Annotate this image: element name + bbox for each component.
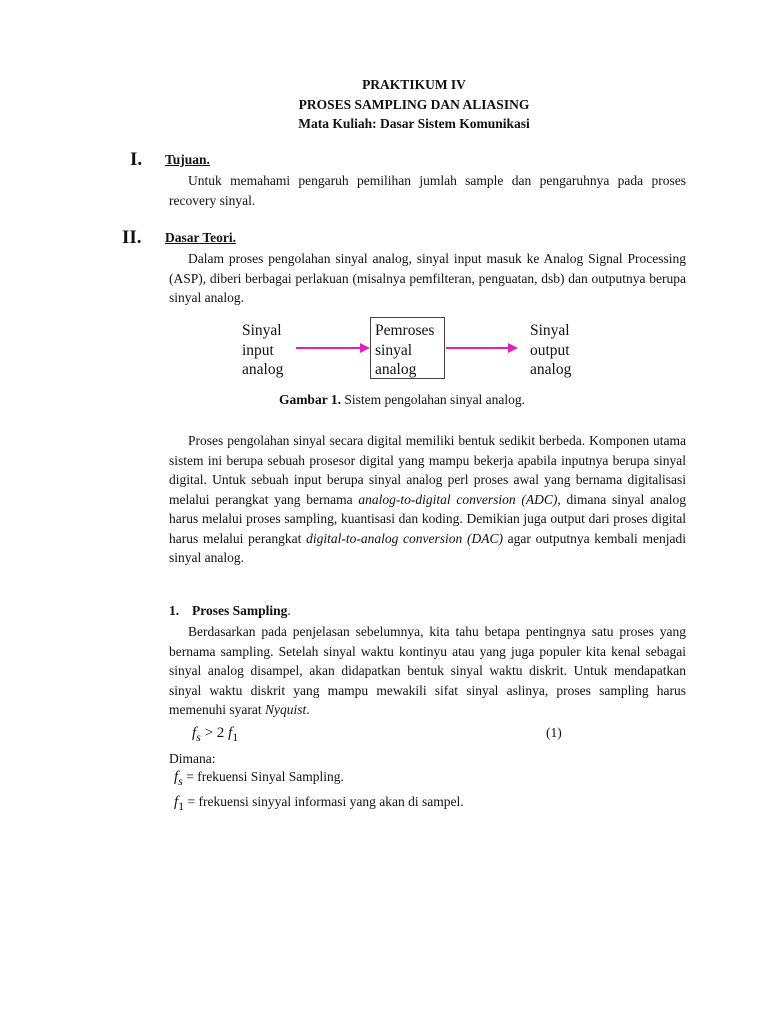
title-line-3: Mata Kuliah: Dasar Sistem Komunikasi [298, 116, 530, 131]
dac-term: digital-to-analog conversion (DAC) [306, 530, 503, 546]
subsection-1-number: 1. [169, 603, 180, 618]
title-line-1: PRAKTIKUM IV [362, 77, 466, 92]
nyquist-term: Nyquist [264, 702, 307, 717]
section-1-heading: Tujuan. [165, 152, 210, 167]
section-2-body: Dalam proses pengolahan sinyal analog, sinyal input masuk ke Analog Signal Processing (ASP), diberi berbagai perlakuan (misalnya pemfilteran, penguatan, dsb) dan outputnya berupa sinyal analog. [169, 251, 686, 305]
section-1-body: Untuk memahami pengaruh pemilihan jumlah sample dan pengaruhnya pada proses recovery sinyal. [169, 173, 686, 208]
diagram-output-label: Sinyal output analog [530, 322, 572, 378]
diagram-input-label: Sinyal input analog [242, 322, 284, 378]
arrow-input-to-process [296, 341, 376, 355]
subsection-1-heading: Proses Sampling. [192, 603, 291, 618]
nyquist-equation: $f_s > 2$ $f_1$ [192, 725, 239, 744]
document-title [0, 75, 768, 134]
equation-number: (1) [546, 725, 562, 740]
digital-processing-paragraph: Proses pengolahan sinyal secara digital memiliki bentuk sedikit berbeda. Komponen utama sistem ini berupa sebuah prosesor digital yang mampu bekerja apabila inputnya berupa sinyal digital. Untuk sebuah input berupa sinyal analog perl proses awal yang bernama digitalisasi melalui perangkat yang bernama analog-to-digital conversion (ADC), dimana sinyal analog harus melalui proses sampling, kuantisasi dan koding. Demikian juga output dari proses digital harus melalui perangkat digital-to-analog conversion (DAC) agar outputnya kembali menjadi sinyal analog. [169, 433, 686, 565]
figure-caption: Gambar 1. Sistem pengolahan sinyal analog. [278, 392, 526, 407]
diagram-process-box: Pemroses sinyal analog [370, 317, 445, 379]
definition-f1: $f_1$ = frekuensi sinyyal informasi yang akan di sampel. [174, 794, 464, 813]
definition-fs: $f_s$ = frekuensi Sinyal Sampling. [174, 769, 344, 788]
adc-term: analog-to-digital conversion (ADC) [358, 491, 558, 507]
section-2-heading: Dasar Teori. [165, 230, 237, 245]
section-1-numeral: I. [130, 149, 143, 170]
dimana-label: Dimana: [169, 751, 216, 766]
section-2-numeral: II. [122, 227, 142, 248]
subsection-1-body: Berdasarkan pada penjelasan sebelumnya, kita tahu betapa pentingnya satu proses yang bernama sampling. Setelah sinyal waktu kontinyu atau yang juga populer kita kenal sebagai sinyal analog disampel, akan didapatkan bentuk sinyal waktu diskrit. Untuk mendapatkan sinyal waktu diskrit yang mampu mewakili sifat sinyal aslinya, proses sampling harus memenuhi syarat Nyquist. [169, 624, 686, 717]
arrow-process-to-output [446, 341, 526, 355]
title-line-2: PROSES SAMPLING DAN ALIASING [298, 96, 530, 112]
